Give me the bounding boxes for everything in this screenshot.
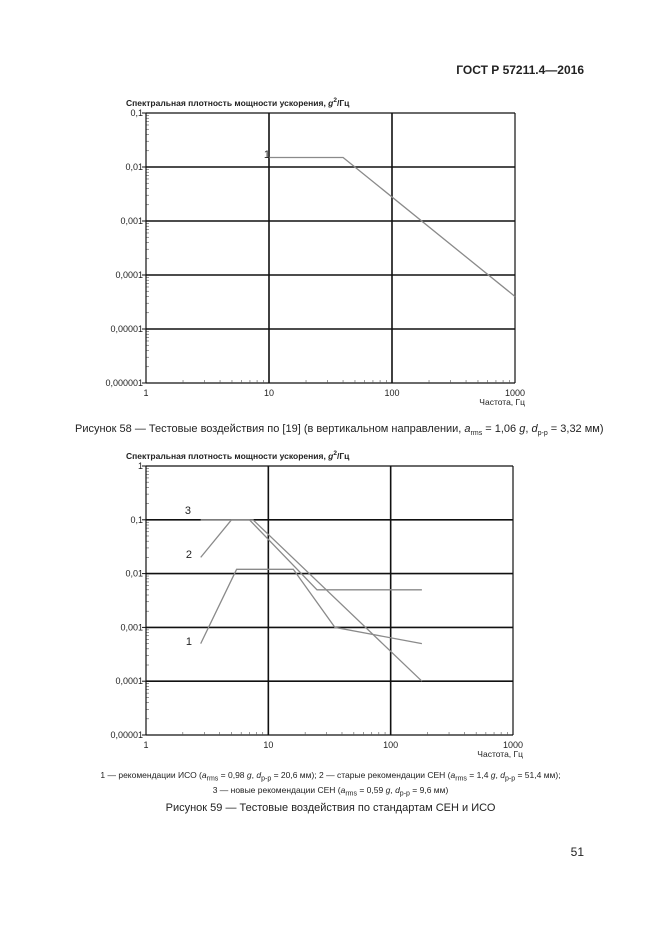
series-2-line: [201, 520, 422, 590]
page-number: 51: [570, 845, 584, 859]
legend-line-1: 1 — рекомендации ИСО ($a_{rms} = 0,98$ g, $d_{p-p} = 20,6$ мм); 2 — старые рекомендации СЕН ($a_{rms} = 1,4$ g, $d_{p-p} = 51,4$ мм);: [100, 770, 561, 783]
standard-code: ГОСТ Р 57211.4—2016: [456, 63, 584, 77]
x-tick-label: 100: [384, 388, 400, 398]
chart-2: [110, 450, 523, 759]
series-2-label: 2: [185, 549, 192, 561]
y-axis-title-unit: /Гц: [337, 451, 350, 461]
y-axis-title: Спектральная плотность мощности ускорения, $g^2/Гц$: [126, 97, 350, 108]
x-tick-label: 100: [383, 740, 399, 750]
y-tick-label: 0,001: [120, 216, 143, 226]
y-tick-label: 1: [137, 461, 143, 471]
x-tick-label: 1000: [504, 388, 526, 398]
x-tick-label: 10: [263, 740, 274, 750]
series-3-line: [201, 520, 422, 681]
y-axis-title: Спектральная плотность мощности ускорения, $g^2/Гц$: [126, 450, 350, 461]
y-axis-title-symbol: g: [328, 451, 334, 461]
series-1-label: 1: [185, 636, 192, 648]
x-axis-title: Частота, Гц: [479, 397, 525, 407]
y-axis-title-unit: /Гц: [337, 98, 350, 108]
y-tick-label: 0,0001: [115, 676, 143, 687]
x-tick-label: 10: [263, 388, 275, 398]
y-tick-label: 0,01: [125, 568, 143, 579]
figure-59-caption: Рисунок 59 — Тестовые воздействия по стандартам СЕН и ИСО: [165, 802, 496, 814]
y-axis-title-symbol: g: [328, 98, 334, 108]
y-tick-label: 0,1: [130, 514, 143, 525]
x-tick-label: 1: [143, 388, 149, 398]
series-1-label: 1: [263, 149, 270, 161]
y-tick-label: 0,1: [130, 108, 143, 118]
series-3-label: 3: [184, 505, 191, 517]
y-axis-title-sup: 2: [333, 97, 337, 104]
y-axis-title-sup: 2: [333, 450, 337, 457]
y-tick-label: 0,00001: [110, 324, 143, 334]
legend-line-2: 3 — новые рекомендации СЕН ($a_{rms} = 0,59$ g, $d_{p-p} = 9,6$ мм): [212, 784, 449, 798]
y-tick-label: 0,001: [120, 622, 143, 633]
y-tick-label: 0,0001: [115, 270, 143, 280]
figure-58-caption: Рисунок 58 — Тестовые воздействия по [19] (в вертикальном направлении, $a_{rms} = 1,06$ g, $d_{p-p} = 3,32$ мм): [75, 423, 604, 438]
figure-59-legend: [0, 770, 661, 799]
series-1-line: [201, 569, 422, 643]
x-tick-label: 1: [143, 740, 149, 750]
y-tick-label: 0,000001: [105, 378, 143, 388]
y-tick-label: 0,01: [125, 162, 143, 172]
y-tick-label: 0,00001: [110, 730, 143, 740]
x-tick-label: 1000: [502, 740, 524, 750]
chart-1: [105, 97, 525, 407]
x-axis-title: Частота, Гц: [477, 749, 523, 759]
